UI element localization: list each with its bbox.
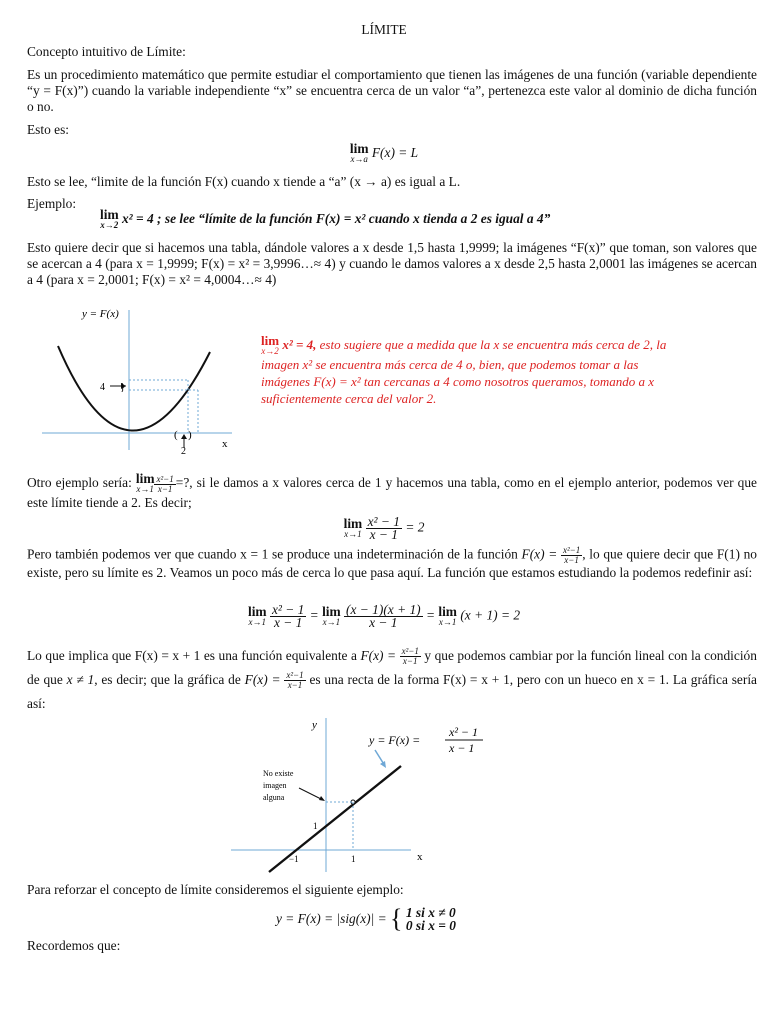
graph1-ylabel: y = F(x): [82, 308, 119, 320]
ejemplo-formula: [100, 207, 551, 230]
frac-den: x−1: [157, 483, 173, 494]
ejemplo-expr: x² = 4 ; se lee “límite de la función F(x) = x² cuando x tienda a 2 es igual a 4”: [121, 211, 551, 227]
bracket-paren-y: }: [120, 381, 126, 393]
sig-lhs: y = F(x) = |sig(x)| =: [276, 911, 387, 926]
frac-num: (x − 1)(x + 1): [346, 602, 421, 617]
graph2-func-den: x − 1: [449, 741, 475, 755]
p5-b: y que podemos cambiar por la función lineal con la condición de que: [27, 648, 757, 687]
frac-den: x−1: [287, 680, 303, 691]
frac-den: x − 1: [369, 527, 398, 542]
p4-lhs: F(x) =: [521, 546, 558, 562]
p5-d: es una recta de la forma F(x) = x + 1, pero con un hueco en x = 1. La gráfica sería así:: [27, 672, 757, 711]
arrow-note: [299, 788, 323, 800]
page-title: LÍMITE: [361, 22, 407, 37]
lim-sub: x→1: [136, 484, 154, 494]
red-note: [261, 333, 681, 407]
graph2-tick-neg1: −1: [289, 854, 299, 864]
ejemplo-label: Ejemplo:: [27, 196, 77, 211]
lim-word: lim: [438, 603, 457, 619]
lim-word: lim: [322, 603, 341, 619]
lim-word: lim: [261, 333, 280, 349]
frac-num: x²−1: [562, 545, 581, 555]
section-subtitle: Concepto intuitivo de Límite:: [27, 44, 186, 59]
graph2-ylabel: y: [312, 719, 317, 731]
paragraph-3: [27, 471, 757, 511]
formula3-last: (x + 1) = 2: [460, 607, 521, 623]
frac-den: x − 1: [273, 615, 303, 630]
paragraph-5: [27, 644, 757, 716]
p5-lhs: F(x) =: [360, 648, 397, 663]
note-line-2: imagen: [263, 781, 287, 790]
formula2-result: = 2: [405, 519, 425, 535]
note-line-1: No existe: [263, 769, 294, 778]
lim-word: lim: [135, 471, 155, 486]
bracket-paren-x2: ): [188, 429, 192, 441]
frac-num: x² − 1: [271, 602, 305, 617]
lim-word: lim: [349, 141, 369, 156]
graph1-xlabel: x: [222, 438, 228, 450]
frac-den: x − 1: [369, 615, 398, 630]
p5-lhs2: F(x) =: [244, 672, 281, 687]
lim-word: lim: [247, 603, 267, 619]
bracket-paren-x: (: [174, 429, 178, 441]
graph1-tick-x: 2: [181, 446, 186, 457]
frac-den: x−1: [564, 555, 579, 565]
parabola-graph: [38, 302, 248, 458]
parabola-curve: [58, 346, 210, 431]
lim-sub: x→2: [261, 346, 279, 357]
graph2-func-lhs: y = F(x) =: [369, 733, 421, 747]
p3-a: Otro ejemplo sería:: [27, 475, 132, 491]
lim-word: lim: [343, 515, 363, 531]
lim-word: lim: [100, 207, 119, 222]
arrow-to-2-head: [181, 434, 187, 439]
formula-sign-function: y = F(x) = |sig(x)| = { 1 si x ≠ 0 0 si x = 0: [276, 904, 456, 933]
frac-num: x²−1: [156, 473, 174, 484]
lim-sub: x→2: [100, 220, 119, 230]
graph2-tick-1: 1: [351, 854, 356, 864]
lim-sub: x→1: [322, 616, 341, 627]
p5-cond: x ≠ 1: [66, 672, 95, 687]
lim-sub: x→1: [438, 616, 457, 627]
p4-b: , lo que quiere decir que F(1) no existe, pero su límite es 2. Veamos un poco más de cerca lo que pasa aquí. La función que estamos estudiando la podemos redefinir así:: [27, 546, 757, 580]
paragraph-read: Esto se lee, “limite de la función F(x) cuando x tiende a “a” (x → a) es igual a L.: [27, 174, 461, 189]
lim-sub: x→1: [248, 616, 267, 627]
graph1-tick-y: 4: [100, 382, 105, 393]
formula-limit-definition: [0, 141, 768, 164]
paragraph-4: [27, 546, 757, 581]
paragraph-1: Es un procedimiento matemático que permite estudiar el comportamiento que tienen las imágenes de una función (variable dependiente “y = F(x)”) cuando la variable independiente “x” se encuentra cerca de un valor “a”, pertenezca este valor al dominio de dicha función o no.: [27, 67, 757, 114]
frac-num: x²−1: [286, 670, 304, 681]
frac-num: x²−1: [401, 646, 419, 657]
frac-den: x−1: [402, 656, 418, 667]
red-note-text: esto sugiere que a medida que la x se encuentra más cerca de 2, la imagen x² se encuentra más cerca de 4 o, bien, que podemos tomar a las imágenes F(x) = x² tan cercanas a 4 como nosotros queramos, tomando a x suficientemente cerca del valor 2.: [261, 337, 667, 407]
case-1: 1 si x ≠ 0: [405, 905, 456, 920]
graph2-func-num: x² − 1: [449, 725, 479, 739]
paragraph-2: Esto quiere decir que si hacemos una tabla, dándole valores a x desde 1,5 hasta 1,9999; la imágenes “F(x)” que toman, son valores que se acercan a 4 (para x = 1,9999; F(x) = x² = 3,9996…≈ 4) y cuando le damos valores a x desde 2,5 hasta 2,0001 las imágenes se acercan a 4 (para x = 2,0001; F(x) = x² = 4,0004…≈ 4): [27, 240, 757, 287]
p3-b: , si le damos a x valores cerca de 1 y hacemos una tabla, como en el ejemplo anterior, podemos ver que este límite tiende a 2. Es decir;: [27, 475, 757, 510]
note-line-3: alguna: [263, 793, 285, 802]
case-2: 0 si x = 0: [405, 918, 456, 933]
arrow-note-head: [319, 796, 325, 801]
esto-es-label: Esto es:: [27, 122, 70, 137]
lim-sub: x→a: [350, 154, 368, 164]
p3-rest: =?: [175, 475, 190, 491]
lim-sub: x→1: [344, 528, 362, 539]
paragraph-6: Para reforzar el concepto de límite consideremos el siguiente ejemplo:: [27, 882, 404, 897]
formula-limit-2: [0, 516, 768, 541]
p4-a: Pero también podemos ver que cuando x = 1 se produce una indeterminación de la función: [27, 546, 518, 562]
formula-expr: F(x) = L: [371, 145, 419, 161]
p5-c: , es decir; que la gráfica de: [94, 672, 241, 687]
graph2-xlabel: x: [417, 851, 423, 863]
recordemos-label: Recordemos que:: [27, 938, 121, 953]
frac-num: x² − 1: [367, 514, 400, 529]
graph2-tick-y1: 1: [313, 821, 318, 831]
red-note-bold: x² = 4,: [282, 337, 317, 352]
line-graph: [225, 712, 515, 878]
formula-redefined: lim x→1 $\frac{\text{x² − 1}}{x - 1}$ = lim x→1 $\frac{(x - 1)(x + 1)}{x - 1}$ = lim x→1 (x + 1) = 2: [247, 602, 521, 630]
p5-a: Lo que implica que F(x) = x + 1 es una función equivalente a: [27, 648, 357, 663]
